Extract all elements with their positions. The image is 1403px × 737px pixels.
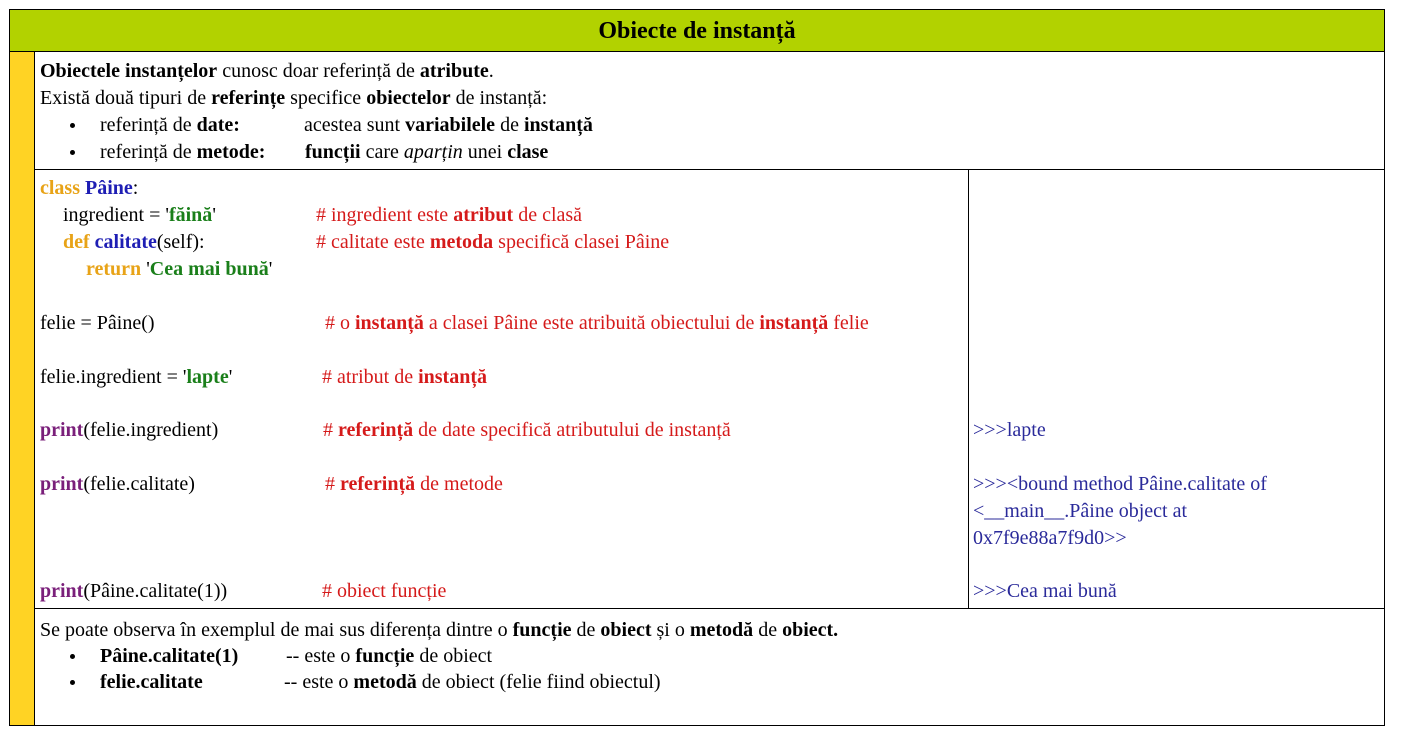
code-line-return: return 'Cea mai bună' [86, 258, 273, 280]
output-line-2b: <__main__.Pâine object at [973, 500, 1188, 522]
code-comment-instance: # o instanță a clasei Pâine este atribuită obiectului de instanță felie [325, 312, 869, 334]
bullet-icon [70, 654, 75, 659]
sidebar-accent [10, 52, 35, 725]
divider-intro [35, 169, 1384, 170]
bullet-icon [70, 680, 75, 685]
conclusion-bullet-1-desc: -- este o funcție de obiect [286, 645, 493, 667]
code-comment-ingredient: # ingredient este atribut de clasă [316, 204, 583, 226]
code-line-ingredient: ingredient = 'făină' [63, 204, 216, 226]
code-line-attr: felie.ingredient = 'lapte' [40, 366, 233, 388]
conclusion-bullet-2: felie.calitate [100, 671, 203, 693]
intro-bullet-1-desc: acestea sunt variabilele de instanță [304, 114, 593, 136]
code-comment-attr: # atribut de instanță [322, 366, 487, 388]
section-title: Obiecte de instanță [10, 10, 1384, 52]
divider-output-column [968, 170, 969, 608]
output-line-2c: 0x7f9e88a7f9d0>> [973, 527, 1127, 549]
code-line-print-calitate: print(felie.calitate) [40, 473, 195, 495]
intro-bullet-2: referință de metode: [100, 141, 266, 163]
divider-code [35, 608, 1384, 609]
code-line-def: def calitate(self): [63, 231, 205, 253]
bullet-icon [70, 123, 75, 128]
code-comment-print-ingredient: # referință de date specifică atributului de instanță [323, 419, 731, 441]
code-comment-print-function: # obiect funcție [322, 580, 447, 602]
code-comment-print-calitate: # referință de metode [325, 473, 503, 495]
code-comment-def: # calitate este metoda specifică clasei Pâine [316, 231, 670, 253]
intro-bullet-2-desc: funcții care aparțin unei clase [305, 141, 549, 163]
bullet-icon [70, 150, 75, 155]
output-line-2a: >>><bound method Pâine.calitate of [973, 473, 1267, 495]
code-line-print-ingredient: print(felie.ingredient) [40, 419, 219, 441]
intro-bullet-1: referință de date: [100, 114, 240, 136]
code-line-print-function: print(Pâine.calitate(1)) [40, 580, 228, 602]
intro-line-2: Există două tipuri de referințe specifice obiectelor de instanță: [40, 87, 548, 109]
output-line-3: >>>Cea mai bună [973, 580, 1117, 602]
code-line-class: class Pâine: [40, 177, 139, 199]
output-line-1: >>>lapte [973, 419, 1046, 441]
conclusion-bullet-2-desc: -- este o metodă de obiect (felie fiind obiectul) [284, 671, 661, 693]
code-line-instance: felie = Pâine() [40, 312, 155, 334]
intro-line-1: Obiectele instanțelor cunosc doar referință de atribute. [40, 60, 494, 82]
conclusion-bullet-1: Pâine.calitate(1) [100, 645, 239, 667]
conclusion-line-1: Se poate observa în exemplul de mai sus diferența dintre o funcție de obiect și o metodă de obiect. [40, 619, 839, 641]
